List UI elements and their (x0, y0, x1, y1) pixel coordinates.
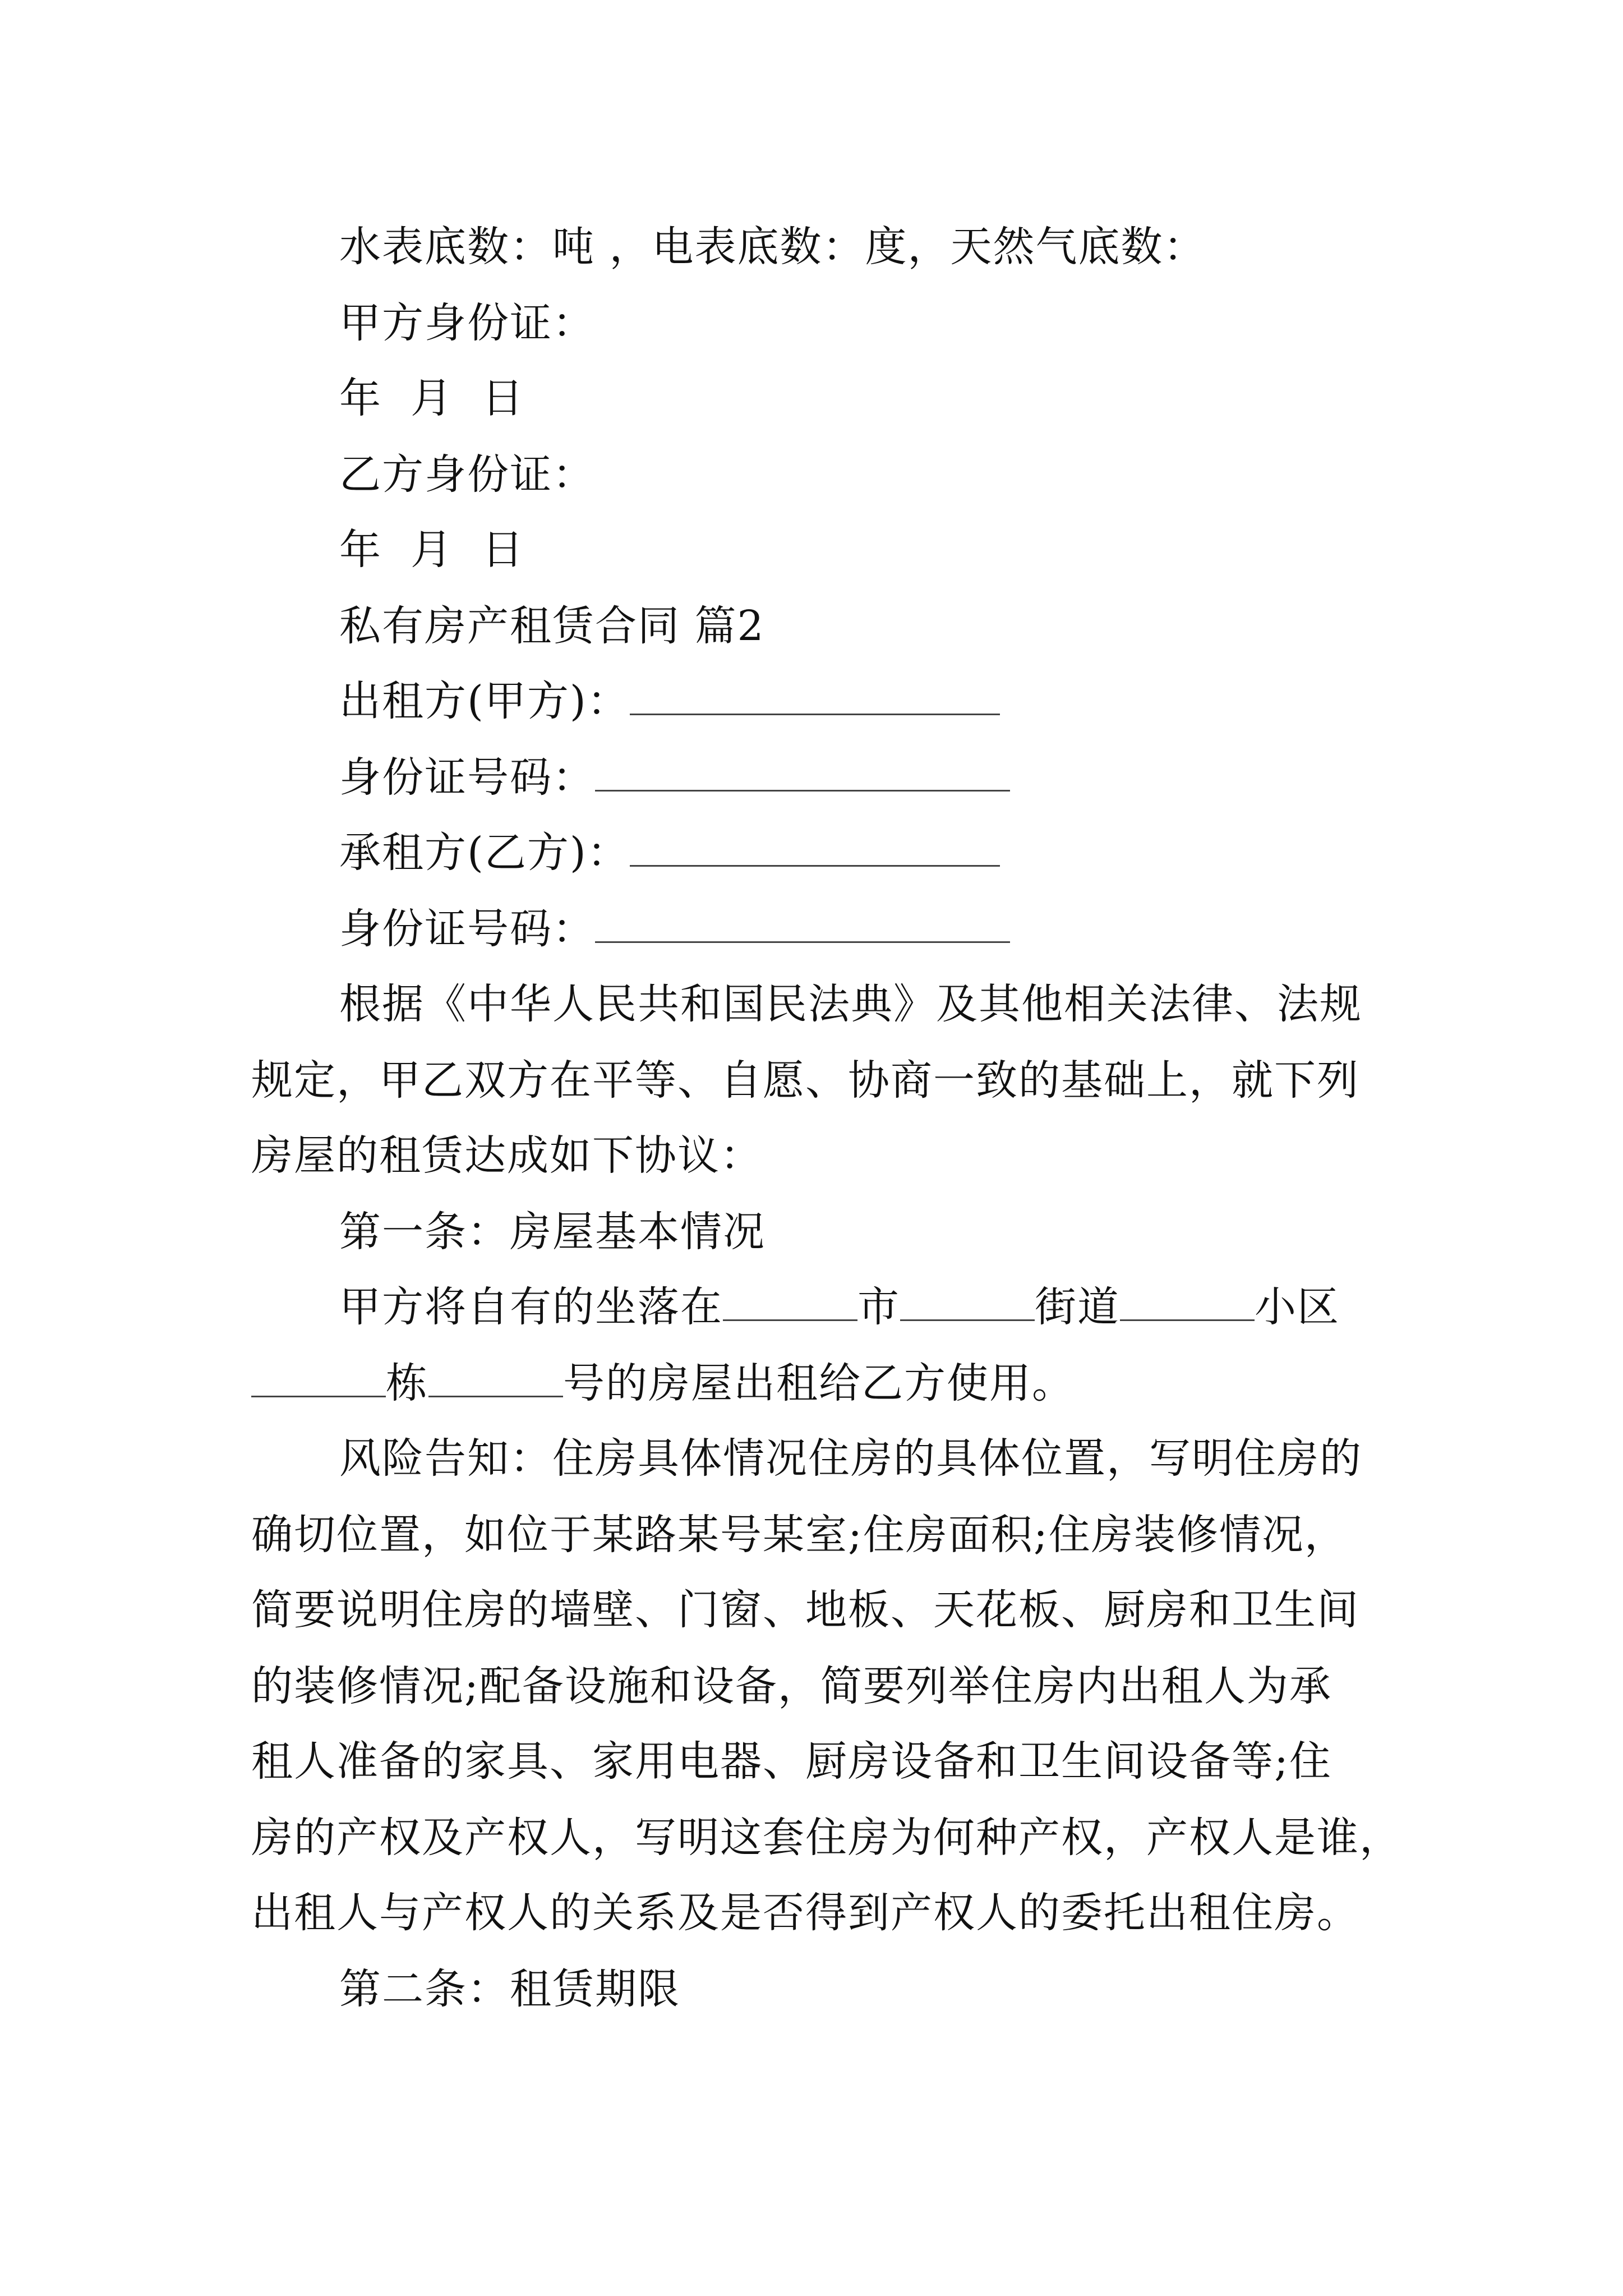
risk-line-7: 出租人与产权人的关系及是否得到产权人的委托出租住房。 (251, 1889, 1359, 1937)
city-blank[interactable] (723, 1283, 857, 1321)
article-2-title: 第二条：租赁期限 (339, 1965, 680, 2013)
article-1-text-a: 甲方将自有的坐落在 (339, 1283, 723, 1331)
risk-line-3: 简要说明住房的墙壁、门窗、地板、天花板、厨房和卫生间 (251, 1586, 1359, 1634)
risk-line-1: 风险告知：住房具体情况住房的具体位置，写明住房的 (339, 1434, 1362, 1483)
party-b-date-line: 年 月 日 (339, 526, 525, 574)
number-blank[interactable] (428, 1360, 563, 1397)
lessee-label: 承租方(乙方)： (339, 829, 630, 877)
risk-line-2: 确切位置，如位于某路某号某室;住房面积;住房装修情况， (251, 1511, 1347, 1559)
lessor-id-line (339, 739, 1489, 816)
party-a-id-line: 甲方身份证： (339, 299, 595, 347)
lessee-id-label: 身份证号码： (339, 905, 595, 953)
basis-line-3: 房屋的租赁达成如下协议： (251, 1131, 763, 1180)
risk-line-4: 的装修情况;配备设施和设备，简要列举住房内出租人为承 (251, 1662, 1332, 1710)
lessee-id-line (339, 891, 1489, 967)
basis-line-2: 规定，甲乙双方在平等、自愿、协商一致的基础上，就下列 (251, 1056, 1359, 1105)
lessee-blank[interactable] (630, 829, 1000, 867)
article-1-title: 第一条：房屋基本情况 (339, 1208, 766, 1256)
article-1-text-e: 栋 (386, 1359, 428, 1407)
meter-readings-line: 水表底数：吨 ，电表底数：度，天然气底数： (339, 223, 1206, 271)
lessee-line (339, 815, 1489, 891)
party-a-date-line: 年 月 日 (339, 374, 525, 422)
lessor-line (339, 663, 1489, 739)
article-1-line-1 (339, 1269, 1489, 1345)
street-blank[interactable] (900, 1283, 1035, 1321)
risk-line-5: 租人准备的家具、家用电器、厨房设备和卫生间设备等;住 (251, 1737, 1332, 1786)
building-blank[interactable] (251, 1360, 386, 1397)
article-1-text-d: 小区 (1255, 1283, 1340, 1331)
contract-title: 私有房产租赁合同 篇2 (339, 602, 765, 650)
basis-line-1: 根据《中华人民共和国民法典》及其他相关法律、法规 (339, 980, 1362, 1028)
party-b-id-line: 乙方身份证： (339, 450, 595, 499)
lessee-id-blank[interactable] (595, 905, 1010, 943)
lessor-id-label: 身份证号码： (339, 753, 595, 802)
lessor-blank[interactable] (630, 678, 1000, 715)
article-1-line-2 (251, 1345, 1401, 1421)
article-1-text-c: 街道 (1035, 1283, 1120, 1331)
article-1-text-b: 市 (857, 1283, 900, 1331)
article-1-text-f: 号的房屋出租给乙方使用。 (563, 1359, 1075, 1407)
community-blank[interactable] (1120, 1283, 1255, 1321)
risk-line-6: 房的产权及产权人，写明这套住房为何种产权，产权人是谁， (251, 1814, 1402, 1862)
lessor-label: 出租方(甲方)： (339, 677, 630, 725)
lessor-id-blank[interactable] (595, 754, 1010, 792)
